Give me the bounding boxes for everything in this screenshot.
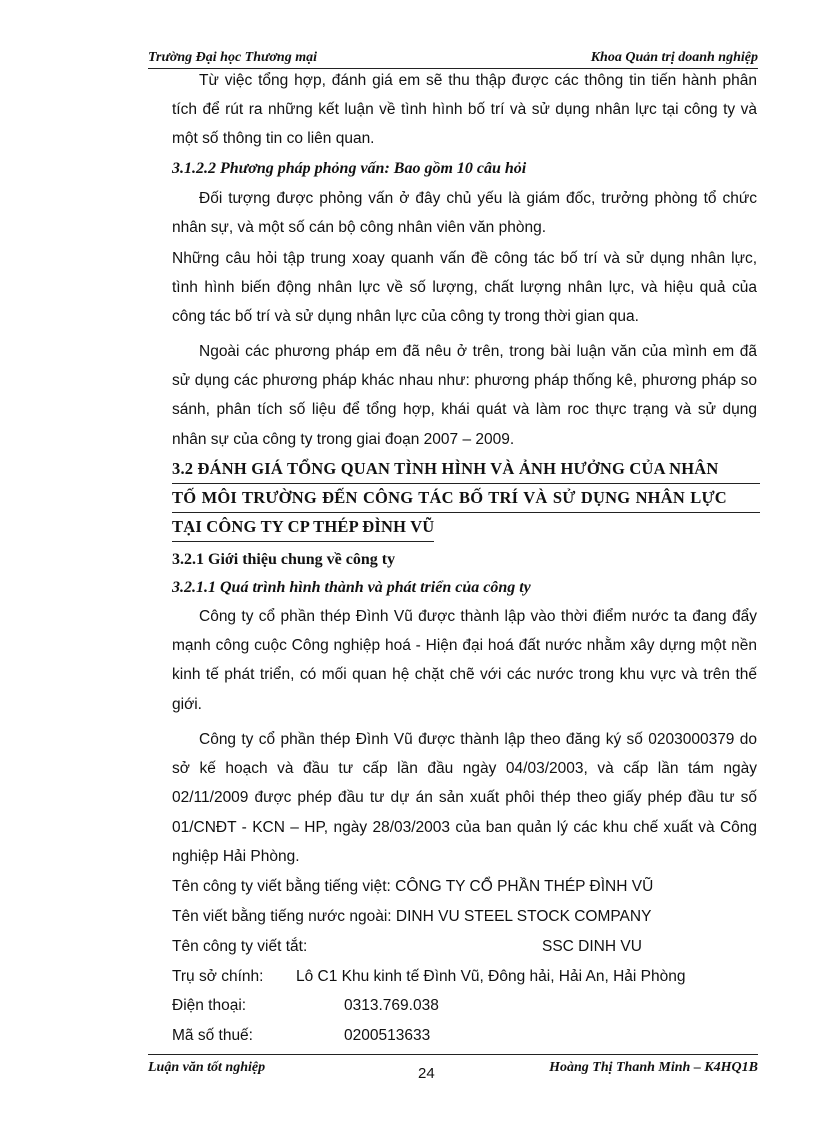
section-3-2-line-3: TẠI CÔNG TY CP THÉP ĐÌNH VŨ [172, 513, 434, 542]
paragraph-summary: Từ việc tổng hợp, đánh giá em sẽ thu thập được các thông tin tiến hành phân tích để rút ra những kết luận về tình hình bố trí và sử dụng nhân lực tại công ty và một số thông tin co liên quan. [172, 72, 757, 148]
info-row-tax-code [172, 1027, 253, 1045]
info-label: Tên công ty viết bằng tiếng việt: [172, 878, 391, 895]
section-3-2-line-1: 3.2 ĐÁNH GIÁ TỔNG QUAN TÌNH HÌNH VÀ ẢNH HƯỞNG CỦA NHÂN [172, 455, 760, 484]
info-label: Mã số thuế: [172, 1027, 253, 1044]
page-number: 24 [418, 1065, 435, 1082]
header-faculty: Khoa Quản trị doanh nghiệp [590, 50, 758, 65]
info-label: Tên công ty viết tắt: [172, 938, 308, 955]
info-value-tax-code: 0200513633 [344, 1027, 431, 1044]
footer-rule [148, 1054, 758, 1055]
paragraph-methods: Ngoài các phương pháp em đã nêu ở trên, trong bài luận văn của mình em đã sử dụng các phương pháp khác nhau như: phương pháp thống kê, phương pháp so sánh, phân tích số liệu để tổng hợp, khái quát và làm roc thực trạng và sử dụng nhân sự của công ty trong giai đoạn 2007 – 2009. [172, 343, 757, 448]
section-3-2-title [172, 455, 760, 542]
info-value-short-name: SSC DINH VU [542, 938, 642, 955]
heading-3-2-1: 3.2.1 Giới thiệu chung về công ty [172, 551, 396, 568]
info-row-phone [172, 997, 246, 1015]
info-row-short-name [172, 938, 307, 956]
info-value-headquarters: Lô C1 Khu kinh tế Đình Vũ, Đông hải, Hải An, Hải Phòng [296, 968, 686, 985]
info-row-vietnamese-name [172, 878, 653, 896]
header-school: Trường Đại học Thương mại [148, 50, 317, 65]
info-label: Tên viết bằng tiếng nước ngoài: [172, 908, 392, 925]
section-3-2-line-2: TỐ MÔI TRƯỜNG ĐẾN CÔNG TÁC BỐ TRÍ VÀ SỬ DỤNG NHÂN LỰC [172, 484, 760, 513]
footer-thesis-label: Luận văn tốt nghiệp [148, 1060, 266, 1075]
info-label: Điện thoại: [172, 997, 247, 1014]
paragraph-questions: Những câu hỏi tập trung xoay quanh vấn đề công tác bố trí và sử dụng nhân lực, tình hình biến động nhân lực về số lượng, chất lượng nhân lực, và hiệu quả của công tác bố trí và sử dụng nhân lực của công ty trong thời gian qua. [172, 250, 757, 326]
paragraph-interviewees: Đối tượng được phỏng vấn ở đây chủ yếu là giám đốc, trưởng phòng tổ chức nhân sự, và một số cán bộ công nhân viên văn phòng. [172, 190, 757, 237]
paragraph-company-registration: Công ty cổ phần thép Đình Vũ được thành lập theo đăng ký số 0203000379 do sở kế hoạch và đầu tư cấp lần đầu ngày 04/03/2003, và cấp lần tám ngày 02/11/2009 được phép đầu tư dự án sản xuất phôi thép theo giấy phép đầu tư số 01/CNĐT - KCN – HP, ngày 28/03/2003 của ban quản lý các khu chế xuất và Công nghiệp Hải Phòng. [172, 731, 757, 865]
info-row-headquarters [172, 968, 263, 986]
paragraph-company-context: Công ty cổ phần thép Đình Vũ được thành lập vào thời điểm nước ta đang đẩy mạnh công cuộc Công nghiệp hoá - Hiện đại hoá đất nước nhằm xây dựng một nền kinh tế phát triển, có mối quan hệ chặt chẽ với các nước trong khu vực và trên thế giới. [172, 608, 757, 713]
heading-3-2-1-1: 3.2.1.1 Quá trình hình thành và phát triển của công ty [172, 579, 531, 596]
info-value: CÔNG TY CỔ PHẦN THÉP ĐÌNH VŨ [395, 878, 654, 895]
info-value-phone: 0313.769.038 [344, 997, 439, 1014]
info-row-foreign-name [172, 908, 651, 926]
info-label: Trụ sở chính: [172, 968, 264, 985]
heading-3-1-2-2: 3.1.2.2 Phương pháp phỏng vấn: Bao gồm 10 câu hỏi [172, 160, 527, 177]
info-value: DINH VU STEEL STOCK COMPANY [395, 908, 652, 925]
footer-author: Hoàng Thị Thanh Minh – K4HQ1B [549, 1060, 758, 1075]
